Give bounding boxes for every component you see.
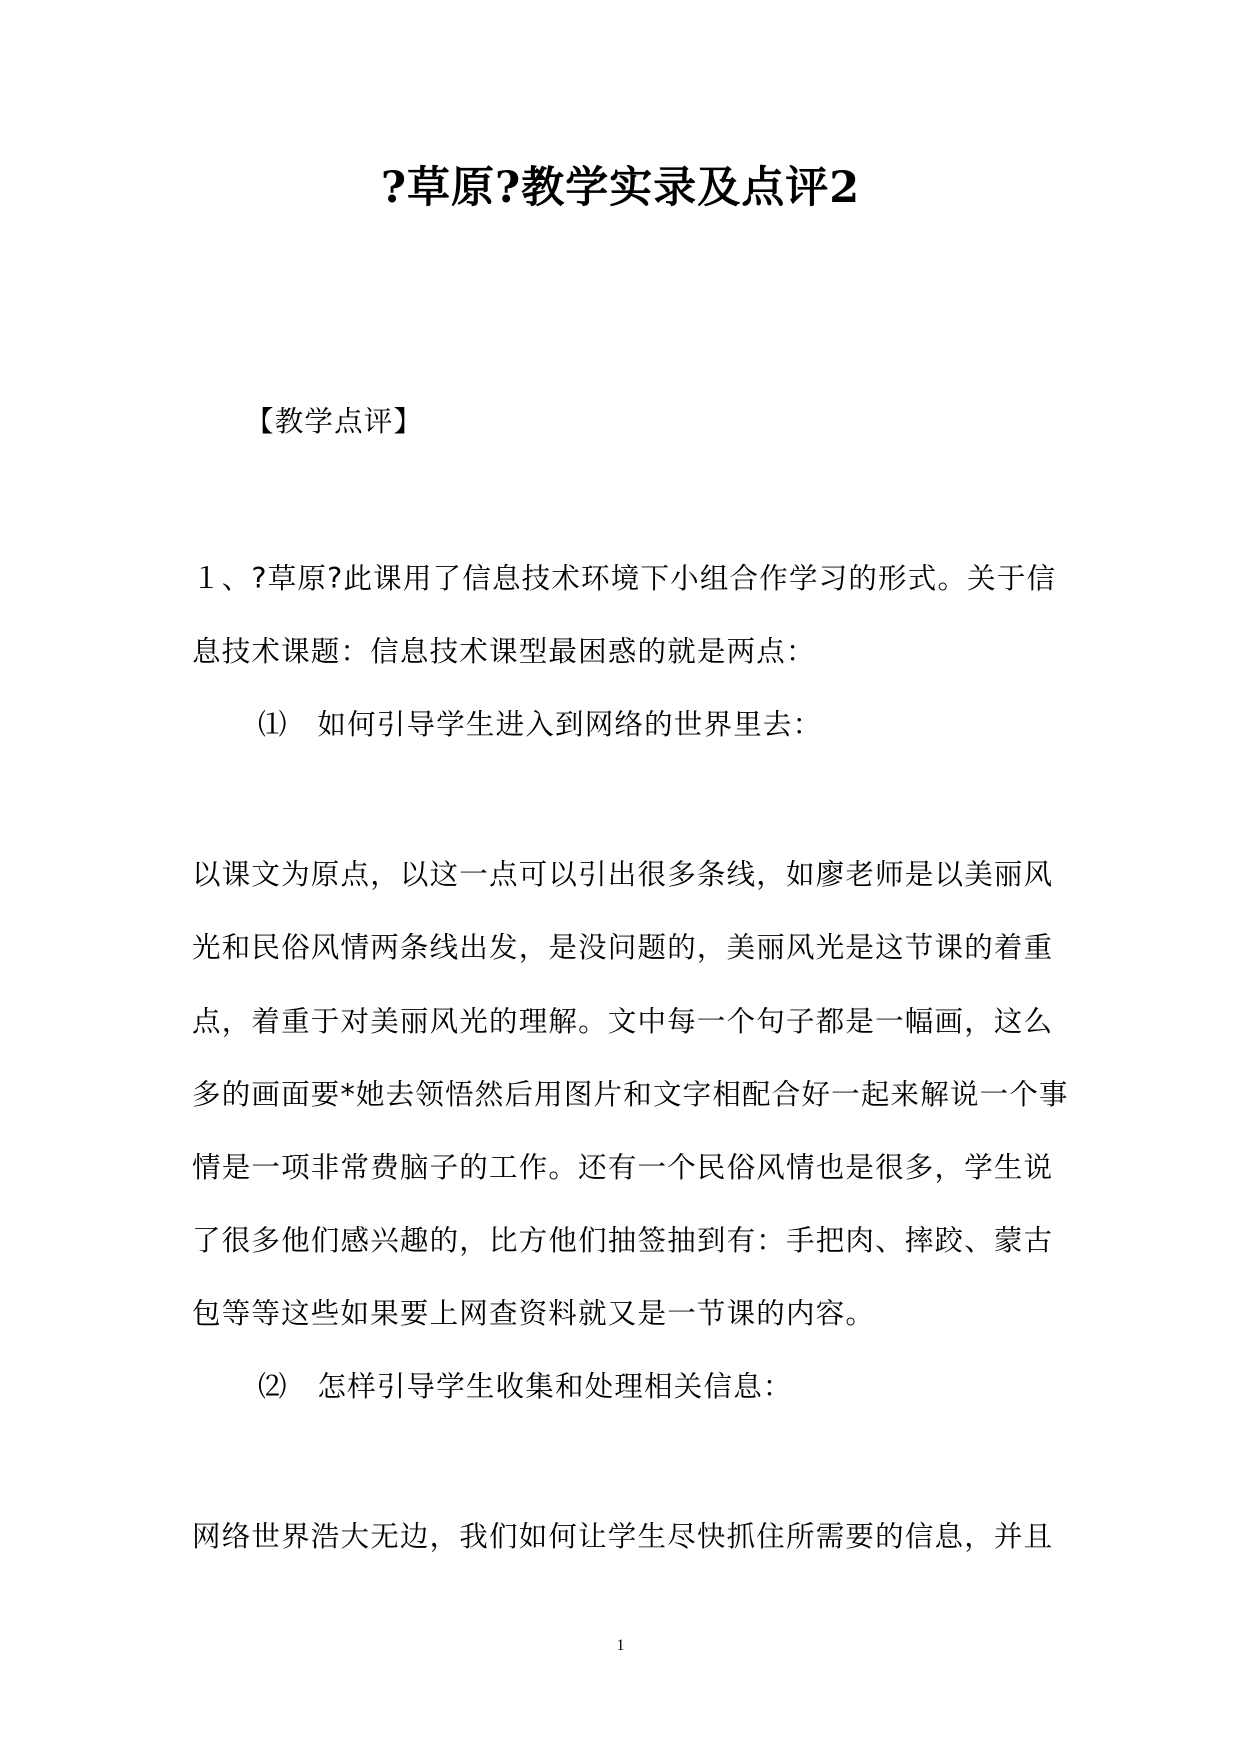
paragraph-line: １、?草原?此课用了信息技术环境下小组合作学习的形式。关于信 bbox=[192, 562, 1057, 595]
section-heading: 【教学点评】 bbox=[245, 405, 424, 438]
paragraph-line: 情是一项非常费脑子的工作。还有一个民俗风情也是很多，学生说 bbox=[192, 1151, 1054, 1184]
document-title: ?草原?教学实录及点评2 bbox=[380, 163, 861, 213]
paragraph-line: 了很多他们感兴趣的，比方他们抽签抽到有：手把肉、摔跤、蒙古 bbox=[192, 1224, 1054, 1257]
paragraph-line: 多的画面要*她去领悟然后用图片和文字相配合好一起来解说一个事 bbox=[192, 1078, 1069, 1111]
paragraph-line: 包等等这些如果要上网查资料就又是一节课的内容。 bbox=[192, 1297, 876, 1330]
list-item-line: ⑵ 怎样引导学生收集和处理相关信息： bbox=[258, 1370, 793, 1403]
list-item-line: ⑴ 如何引导学生进入到网络的世界里去： bbox=[258, 708, 823, 741]
paragraph-line: 光和民俗风情两条线出发，是没问题的，美丽风光是这节课的着重 bbox=[192, 931, 1054, 964]
paragraph-line: 息技术课题：信息技术课型最困惑的就是两点： bbox=[192, 635, 816, 668]
paragraph-line: 点，着重于对美丽风光的理解。文中每一个句子都是一幅画，这么 bbox=[192, 1005, 1054, 1038]
paragraph-line: 网络世界浩大无边，我们如何让学生尽快抓住所需要的信息，并且 bbox=[192, 1520, 1054, 1553]
page-number: 1 bbox=[616, 1637, 625, 1654]
paragraph-line: 以课文为原点，以这一点可以引出很多条线，如廖老师是以美丽风 bbox=[192, 858, 1054, 891]
